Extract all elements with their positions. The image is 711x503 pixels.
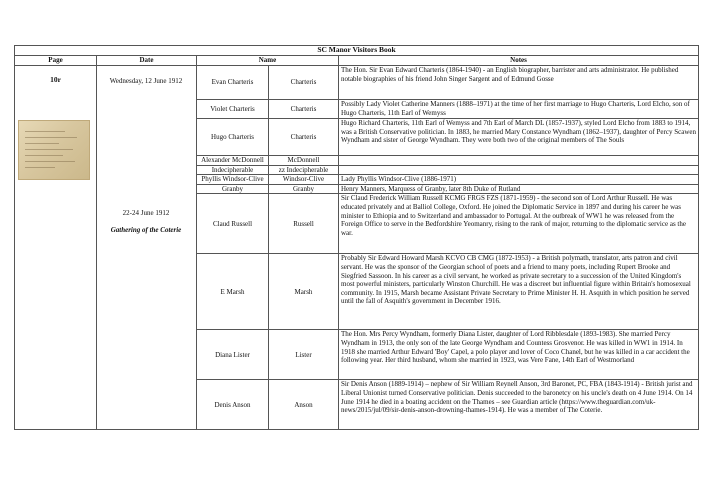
header-date: Date <box>97 56 197 66</box>
notes-cell: Henry Manners, Marquess of Granby, later 8th Duke of Rutland <box>339 184 699 194</box>
header-row <box>15 56 699 66</box>
visitors-table <box>14 45 699 430</box>
notes-cell: The Hon. Sir Evan Edward Charteris (1864-1940) - an English biographer, barrister and arts administrator. He published notable biographies of his friend John Singer Sargent and of Edmund Gosse <box>339 66 699 100</box>
header-name: Name <box>197 56 339 66</box>
name-cell: Violet Charteris <box>197 100 269 119</box>
visitors-book-page-image <box>18 120 90 180</box>
date-range: 22-24 June 1912 <box>122 209 170 217</box>
visitors-book-sheet <box>14 45 698 430</box>
notes-cell: Sir Denis Anson (1889-1914) – nephew of Sir William Reynell Anson, 3rd Baronet, PC, FBA (1843-1914) - British jurist and Liberal Unionist turned Conservative politician. Denis succeeded to the baronetcy on his uncle's death on 4 June 1914. On 14 June 1914 he died in a boating accident on the Thames – see Guardian article (https://www.theguardian.com/uk-news/2015/jul/09/sir-denis-anson-drowning-thames-1914). He was a member of The Coterie. <box>339 380 699 430</box>
surname-cell: Charteris <box>269 100 339 119</box>
date-cell <box>97 66 197 430</box>
notes-cell: Sir Claud Frederick William Russell KCMG FRGS FZS (1871-1959) - the second son of Lord Arthur Russell. He was educated privately and at Balliol College, Oxford. He joined the Diplomatic Service in 1897 and during his career he was minister to Ethiopia and to Switzerland and ambassador to Portugal. At the outbreak of WW1 he was released from the Foreign Office to serve in the Bedfordshire Yeomanry, rising to the rank of major, returning to the diplomatic service as the war. <box>339 194 699 254</box>
notes-cell: Probably Sir Edward Howard Marsh KCVO CB CMG (1872-1953) - a British polymath, translator, arts patron and civil servant. He was the sponsor of the Georgian school of poets and a friend to many poets, including Rupert Brooke and Siegfried Sassoon. In his career as a civil servant, he worked as private secretary to a succession of the United Kingdom's most powerful ministers, particularly Winston Churchill. He was a discreet but influential figure within Britain's homosexual community. In 1915, Marsh became Assistant Private Secretary to Prime Minister H. H. Asquith in which position he served until the fall of Asquith's government in December 1916. <box>339 254 699 330</box>
surname-cell: Anson <box>269 380 339 430</box>
surname-cell: zz Indecipherable <box>269 165 339 175</box>
surname-cell: Marsh <box>269 254 339 330</box>
header-page: Page <box>15 56 97 66</box>
name-cell: Granby <box>197 184 269 194</box>
notes-cell <box>339 156 699 166</box>
name-cell: Alexander McDonnell <box>197 156 269 166</box>
notes-cell <box>339 165 699 175</box>
header-notes: Notes <box>339 56 699 66</box>
surname-cell: Windsor-Clive <box>269 175 339 185</box>
name-cell: Phyllis Windsor-Clive <box>197 175 269 185</box>
name-cell: Diana Lister <box>197 330 269 380</box>
notes-cell: Possibly Lady Violet Catherine Manners (1888–1971) at the time of her first marriage to Hugo Charteris, Lord Elcho, son of Hugo Charteris, 11th Earl of Wemyss <box>339 100 699 119</box>
title-row <box>15 46 699 56</box>
name-cell: E Marsh <box>197 254 269 330</box>
book-title: SC Manor Visitors Book <box>15 46 699 56</box>
notes-cell: Hugo Richard Charteris, 11th Earl of Wemyss and 7th Earl of March DL (1857-1937), styled Lord Elcho from 1883 to 1914, was a British Conservative politician. In 1883, he married Mary Constance Wyndham (1862–1937), daughter of Percy Scawen Wyndham and sister of George Wyndham. They were both two of the original members of The Souls <box>339 119 699 156</box>
page-number: 10r <box>50 75 61 84</box>
surname-cell: Granby <box>269 184 339 194</box>
name-cell: Evan Charteris <box>197 66 269 100</box>
surname-cell: Lister <box>269 330 339 380</box>
surname-cell: Charteris <box>269 66 339 100</box>
name-cell: Hugo Charteris <box>197 119 269 156</box>
date-wednesday: Wednesday, 12 June 1912 <box>109 77 183 85</box>
surname-cell: Charteris <box>269 119 339 156</box>
name-cell: Claud Russell <box>197 194 269 254</box>
notes-cell: The Hon. Mrs Percy Wyndham, formerly Diana Lister, daughter of Lord Ribblesdale (1893-1983). She married Percy Wyndham in 1913, the only son of the late George Wyndham and Countess Grosvenor. He was killed in WW1 in 1914. In 1918 she married Arthur Edward 'Boy' Capel, a polo player and lover of Coco Chanel, but he was killed in a car accident the following year. Her third husband, whom she married in 1923, was Vere Fane, 14th Earl of Westmorland <box>339 330 699 380</box>
notes-cell: Lady Phyllis Windsor-Clive (1886-1971) <box>339 175 699 185</box>
surname-cell: Russell <box>269 194 339 254</box>
name-cell: Indecipherable <box>197 165 269 175</box>
surname-cell: McDonnell <box>269 156 339 166</box>
name-cell: Denis Anson <box>197 380 269 430</box>
coterie-label: Gathering of the Coterie <box>110 226 182 234</box>
